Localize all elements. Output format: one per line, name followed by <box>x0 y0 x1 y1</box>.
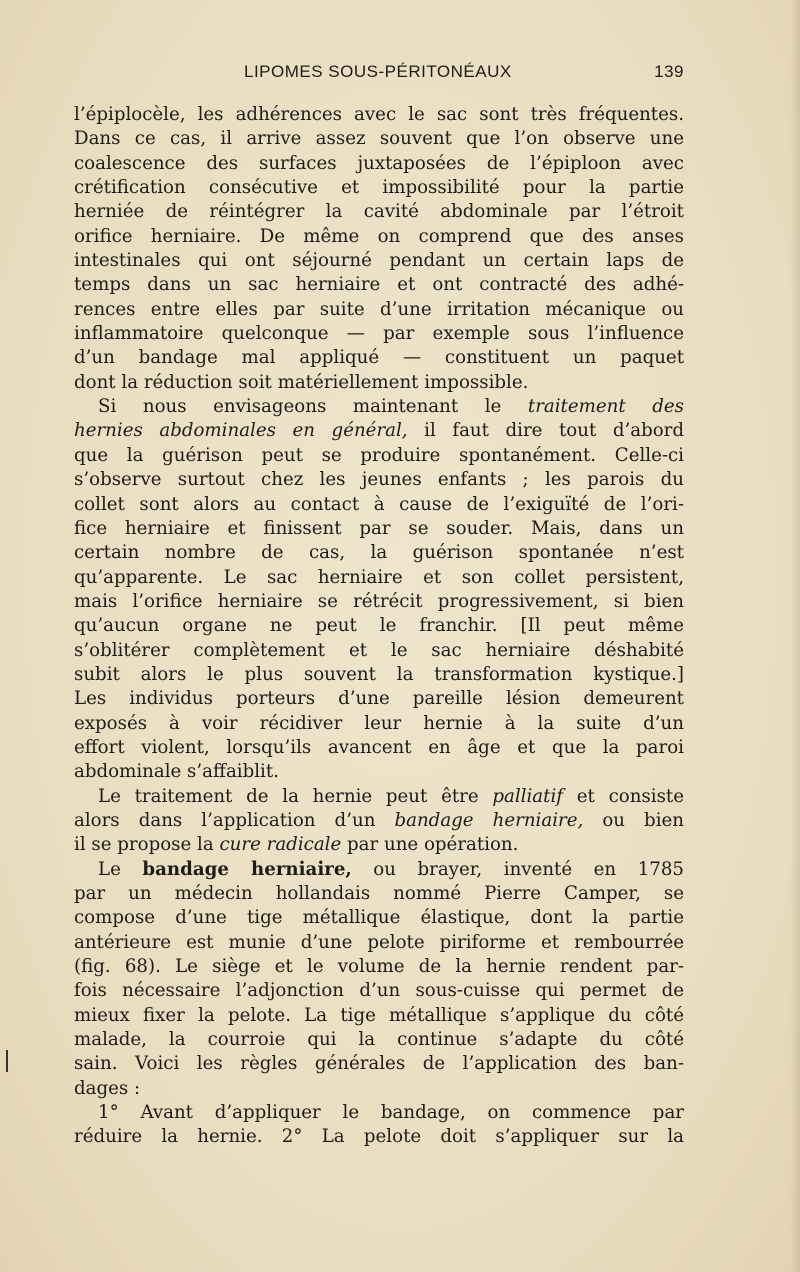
text-line <box>74 176 684 200</box>
text-run: il se propose la <box>74 834 220 856</box>
text-line <box>74 566 684 590</box>
text-run: s’observe surtout chez les jeunes enfants ; les parois du <box>74 469 684 491</box>
text-line <box>74 979 684 1003</box>
text-run: effort violent, lorsqu’ils avancent en âge et que la paroi <box>74 736 684 758</box>
text-run: ou bien <box>583 809 684 831</box>
text-run: qu’aucun organe ne peut le franchir. [Il peut même <box>74 615 684 637</box>
text-run: antérieure est munie d’une pelote piriforme et rembourrée <box>74 931 684 953</box>
text-run: par une opération. <box>341 834 519 856</box>
text-line <box>74 419 684 443</box>
text-run: temps dans un sac herniaire et ont contracté des adhé- <box>74 274 684 296</box>
text-line <box>74 200 684 224</box>
text-run: ou brayer, inventé en 1785 <box>351 858 684 880</box>
text-run: Les individus porteurs d’une pareille lésion demeurent <box>74 688 684 710</box>
text-line <box>74 225 684 249</box>
text-line <box>74 541 684 565</box>
text-run: collet sont alors au contact à cause de l’exiguïté de l’ori- <box>74 493 684 515</box>
text-line <box>74 371 684 395</box>
text-run: l’épiplocèle, les adhérences avec le sac sont très fréquentes. <box>74 104 684 125</box>
text-line <box>74 785 684 809</box>
text-line <box>74 152 684 176</box>
text-line <box>74 444 684 468</box>
text-run: (fig. 68). Le siège et le volume de la hernie rendent par- <box>74 956 684 978</box>
text-line <box>74 809 684 833</box>
text-line <box>74 736 684 760</box>
text-line <box>74 127 684 151</box>
text-line <box>74 249 684 273</box>
text-run: Si nous envisageons maintenant le <box>98 396 528 418</box>
bold-run: bandage herniaire, <box>142 858 352 880</box>
text-line <box>74 1077 684 1101</box>
text-run: compose d’une tige métallique élastique, dont la partie <box>74 907 684 929</box>
text-line <box>74 906 684 930</box>
text-run: Le <box>98 858 143 880</box>
text-run: réduire la hernie. 2° La pelote doit s’appliquer sur la <box>74 1126 684 1148</box>
text-run: rences entre elles par suite d’une irritation mécanique ou <box>74 298 684 320</box>
text-run: il faut dire tout d’abord <box>407 420 685 442</box>
text-line <box>74 639 684 663</box>
text-line <box>74 346 684 370</box>
text-run: alors dans l’application d’un <box>74 809 395 831</box>
running-head <box>74 62 684 86</box>
text-line <box>74 760 684 784</box>
text-line <box>74 1101 684 1125</box>
italic-run: palliatif <box>492 785 563 807</box>
text-line <box>74 468 684 492</box>
text-line <box>74 687 684 711</box>
text-line <box>74 931 684 955</box>
italic-run: hernies abdominales en général, <box>74 420 408 442</box>
text-run: 1° Avant d’appliquer le bandage, on commence par <box>98 1102 684 1124</box>
text-run: Dans ce cas, il arrive assez souvent que l’on observe une <box>74 128 684 150</box>
text-run: exposés à voir récidiver leur hernie à la suite d’un <box>74 712 684 734</box>
text-run: fois nécessaire l’adjonction d’un sous-cuisse qui permet de <box>74 980 684 1002</box>
text-run: certain nombre de cas, la guérison spontanée n’est <box>74 542 684 564</box>
text-line <box>74 1028 684 1052</box>
text-run: crétification consécutive et impossibilité pour la partie <box>74 177 684 199</box>
text-line <box>74 322 684 346</box>
text-run: dont la réduction soit matériellement impossible. <box>74 371 529 393</box>
text-line <box>74 103 684 127</box>
text-run: inflammatoire quelconque — par exemple sous l’influence <box>74 323 684 345</box>
text-line <box>74 273 684 297</box>
text-run: subit alors le plus souvent la transformation kystique.] <box>74 663 684 685</box>
text-line <box>74 882 684 906</box>
text-line <box>74 590 684 614</box>
body-text <box>74 103 684 1150</box>
text-run: qu’apparente. Le sac herniaire et son collet persistent, <box>74 566 684 588</box>
text-run: coalescence des surfaces juxtaposées de l’épiploon avec <box>74 152 684 174</box>
italic-run: bandage herniaire, <box>394 809 584 831</box>
text-run: dages : <box>74 1077 141 1099</box>
text-line <box>74 1052 684 1076</box>
text-run: s’oblitérer complètement et le sac herniaire déshabité <box>74 639 684 661</box>
text-line <box>74 395 684 419</box>
text-line <box>74 712 684 736</box>
text-run: Le traitement de la hernie peut être <box>98 785 493 807</box>
text-line <box>74 298 684 322</box>
text-line <box>74 1004 684 1028</box>
text-run: mais l’orifice herniaire se rétrécit progressivement, si bien <box>74 590 684 612</box>
text-run: par un médecin hollandais nommé Pierre Camper, se <box>74 883 684 904</box>
text-run: intestinales qui ont séjourné pendant un certain laps de <box>74 250 684 272</box>
text-run: d’un bandage mal appliqué — constituent un paquet <box>74 347 684 369</box>
text-line <box>74 614 684 638</box>
text-run: sain. Voici les règles générales de l’application des ban- <box>74 1053 684 1075</box>
italic-run: cure radicale <box>219 834 342 856</box>
margin-pencil-mark <box>6 1050 8 1072</box>
text-run: que la guérison peut se produire spontanément. Celle-ci <box>74 444 684 466</box>
italic-run: traitement des <box>527 396 684 418</box>
text-line <box>74 493 684 517</box>
text-line <box>74 1125 684 1149</box>
page-edge-shadow <box>790 0 800 1272</box>
text-line <box>74 955 684 979</box>
text-line <box>74 663 684 687</box>
text-run: mieux fixer la pelote. La tige métallique s’applique du côté <box>74 1004 684 1026</box>
text-line <box>74 858 684 882</box>
text-run: fice herniaire et finissent par se souder. Mais, dans un <box>74 517 684 539</box>
text-run: orifice herniaire. De même on comprend que des anses <box>74 225 684 247</box>
page-number: 139 <box>654 62 684 81</box>
text-run: malade, la courroie qui la continue s’adapte du côté <box>74 1029 684 1051</box>
text-line <box>74 517 684 541</box>
text-line <box>74 833 684 857</box>
running-title: LIPOMES SOUS-PÉRITONÉAUX <box>244 62 512 81</box>
text-run: et consiste <box>563 785 684 807</box>
text-run: abdominale s’affaiblit. <box>74 761 279 783</box>
text-run: herniée de réintégrer la cavité abdominale par l’étroit <box>74 201 684 223</box>
